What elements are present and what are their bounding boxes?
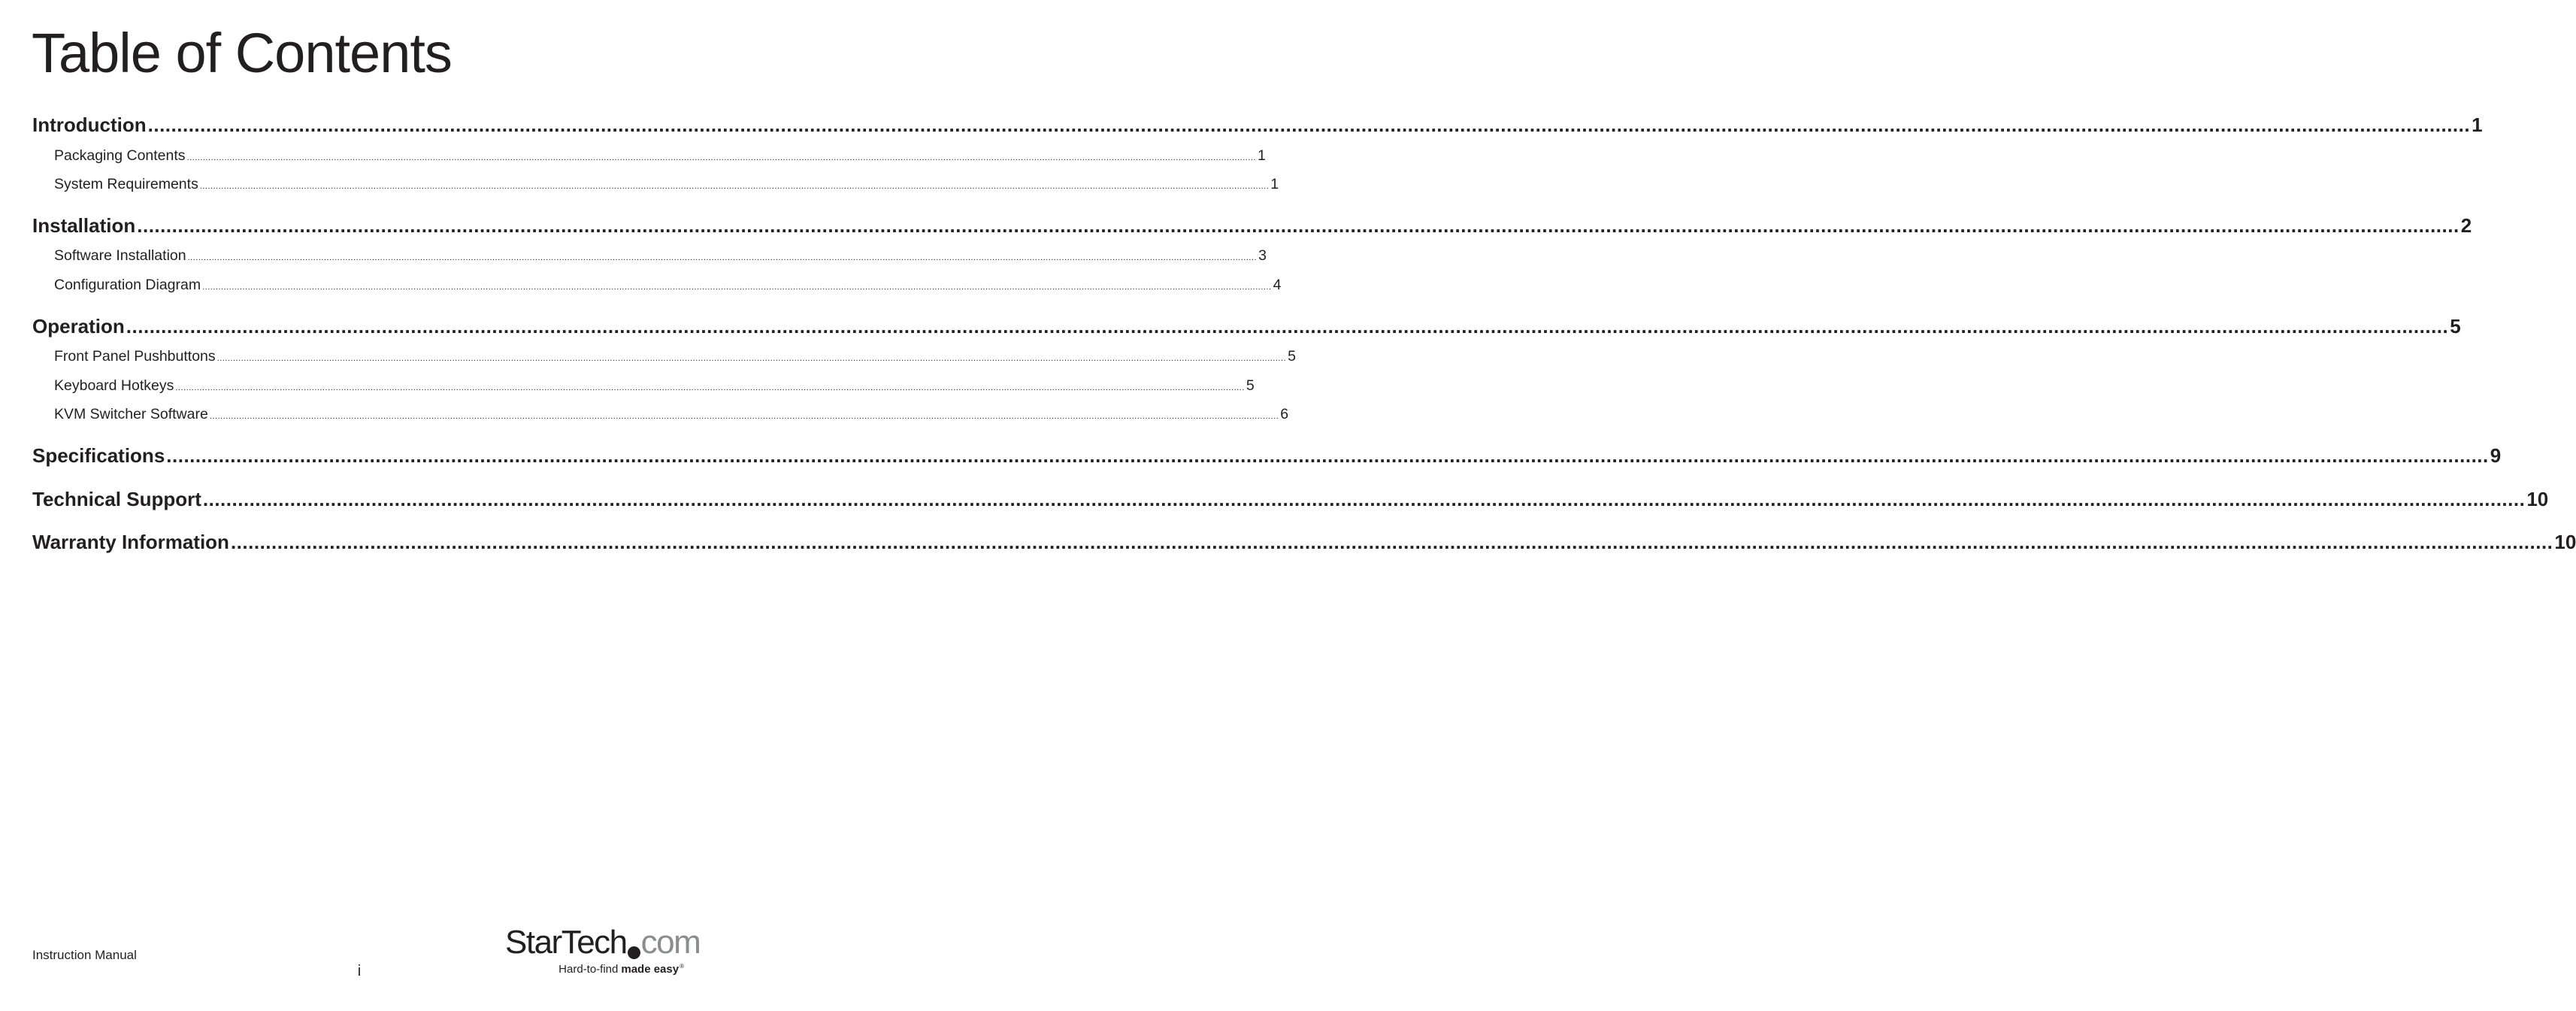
- brand-name-suffix: com: [640, 924, 701, 961]
- dot-leader: ................................................................................................................................................................................................................................................................................................................................................................................................................: [137, 214, 2459, 237]
- toc-entry-page: 5: [1288, 348, 1296, 365]
- toc-entry-label: Operation: [32, 315, 125, 338]
- tagline-bold: made easy: [621, 963, 680, 976]
- dot-leader: ................................................................................................................................................................................................................................................................................................................................................................................................................: [175, 383, 1245, 392]
- dot-leader: ................................................................................................................................................................................................................................................................................................................................................................................................................: [187, 253, 1258, 262]
- toc-entry-installation[interactable]: [32, 213, 2472, 238]
- toc-entry-label: Introduction: [32, 114, 147, 136]
- brand-dot-icon: [628, 946, 640, 959]
- toc-entry-software-installation[interactable]: [54, 245, 1267, 266]
- startech-logo: [502, 923, 701, 983]
- toc-entry-page: 1: [1258, 147, 1266, 164]
- toc-entry-page: 3: [1258, 247, 1267, 264]
- toc-entry-label: Installation: [32, 214, 136, 237]
- brand-wordmark: [505, 923, 700, 962]
- page-title: Table of Contents: [32, 22, 452, 84]
- toc-entry-label: Keyboard Hotkeys: [54, 377, 174, 394]
- toc-entry-label: Technical Support: [32, 488, 201, 510]
- dot-leader: ................................................................................................................................................................................................................................................................................................................................................................................................................: [202, 488, 2526, 510]
- toc-entry-label: Specifications: [32, 444, 165, 467]
- toc-entry-page: 9: [2490, 444, 2502, 467]
- tagline-light: Hard-to-find: [558, 963, 619, 976]
- toc-entry-label: Software Installation: [54, 247, 186, 264]
- dot-leader: ................................................................................................................................................................................................................................................................................................................................................................................................................: [186, 153, 1256, 162]
- toc-entry-page: 1: [1270, 176, 1279, 192]
- toc-entry-packaging-contents[interactable]: [54, 145, 1266, 166]
- brand-name-main: StarTech: [505, 924, 627, 961]
- toc-entry-page: 6: [1280, 406, 1289, 422]
- toc-entry-kvm-switcher-software[interactable]: [54, 404, 1288, 425]
- toc-entry-page: 2: [2460, 214, 2472, 237]
- registered-mark: ®: [680, 963, 684, 970]
- toc-entry-page: 4: [1273, 277, 1282, 293]
- toc-entry-technical-support[interactable]: [32, 486, 2548, 512]
- dot-leader: ................................................................................................................................................................................................................................................................................................................................................................................................................: [230, 531, 2553, 553]
- toc-entry-system-requirements[interactable]: [54, 174, 1279, 195]
- toc-entry-warranty-information[interactable]: [32, 529, 2576, 555]
- dot-leader: ................................................................................................................................................................................................................................................................................................................................................................................................................: [216, 354, 1287, 363]
- dot-leader: ................................................................................................................................................................................................................................................................................................................................................................................................................: [199, 182, 1270, 191]
- toc-entry-label: Packaging Contents: [54, 147, 186, 164]
- toc-entry-operation[interactable]: [32, 313, 2461, 339]
- toc-entry-specifications[interactable]: [32, 443, 2501, 468]
- toc-entry-configuration-diagram[interactable]: [54, 274, 1281, 295]
- toc-entry-label: Warranty Information: [32, 531, 229, 553]
- brand-tagline: [558, 963, 684, 976]
- toc-entry-label: Configuration Diagram: [54, 277, 201, 293]
- toc-entry-label: System Requirements: [54, 176, 198, 192]
- toc-entry-label: Front Panel Pushbuttons: [54, 348, 216, 365]
- dot-leader: ................................................................................................................................................................................................................................................................................................................................................................................................................: [202, 283, 1272, 292]
- toc-entry-front-panel-pushbuttons[interactable]: [54, 346, 1296, 367]
- toc-entry-label: KVM Switcher Software: [54, 406, 208, 422]
- toc-entry-page: 1: [2472, 114, 2483, 136]
- toc-entry-page: 5: [2450, 315, 2461, 338]
- toc-entry-keyboard-hotkeys[interactable]: [54, 375, 1255, 396]
- dot-leader: ................................................................................................................................................................................................................................................................................................................................................................................................................: [147, 114, 2471, 136]
- toc-entry-page: 10: [2554, 531, 2576, 553]
- toc-entry-page: 5: [1246, 377, 1255, 394]
- footer-doc-type: Instruction Manual: [32, 948, 137, 962]
- toc-entry-introduction[interactable]: [32, 112, 2483, 138]
- dot-leader: ................................................................................................................................................................................................................................................................................................................................................................................................................: [209, 412, 1279, 421]
- page-number: i: [357, 963, 362, 979]
- dot-leader: ................................................................................................................................................................................................................................................................................................................................................................................................................: [166, 444, 2489, 467]
- toc-entry-page: 10: [2526, 488, 2549, 510]
- dot-leader: ................................................................................................................................................................................................................................................................................................................................................................................................................: [126, 315, 2449, 338]
